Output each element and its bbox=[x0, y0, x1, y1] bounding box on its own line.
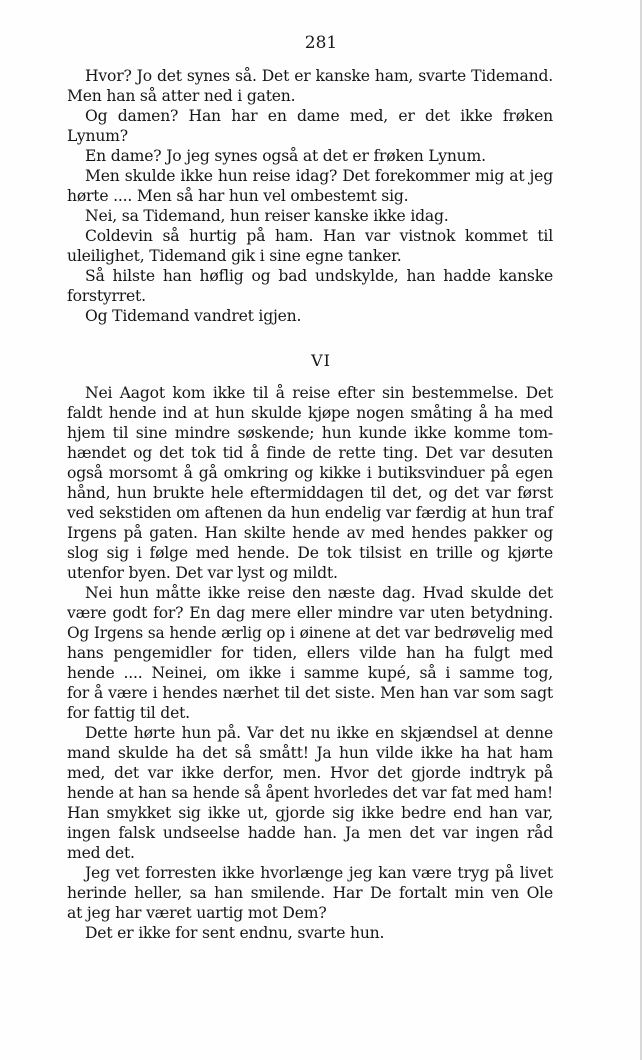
text-line: også morsomt å gå omkring og kikke i butiksvinduer på egen bbox=[67, 464, 553, 482]
text-line: Nei, sa Tidemand, hun reiser kanske ikke idag. bbox=[85, 207, 449, 225]
text-line: Men han så atter ned i gaten. bbox=[67, 87, 296, 105]
text-line: Dette hørte hun på. Var det nu ikke en skjændsel at denne bbox=[85, 724, 553, 742]
text-line: Han smykket sig ikke ut, gjorde sig ikke bedre end han var, bbox=[67, 804, 553, 822]
text-line: En dame? Jo jeg synes også at det er frøken Lynum. bbox=[85, 147, 486, 165]
page-number: 281 bbox=[304, 33, 338, 53]
text-line: Men skulde ikke hun reise idag? Det forekommer mig at jeg bbox=[85, 167, 553, 185]
text-line: ingen falsk undseelse hadde han. Ja men det var ingen råd bbox=[67, 824, 553, 842]
text-line: slog sig i følge med hende. De tok tilsist en trille og kjørte bbox=[67, 544, 553, 562]
text-line: hændet og det tok tid å finde de rette ting. Det var desuten bbox=[67, 444, 553, 462]
text-line: for fattig til det. bbox=[67, 704, 190, 722]
text-line: faldt hende ind at hun skulde kjøpe nogen småting å ha med bbox=[67, 404, 553, 422]
text-line: Lynum? bbox=[67, 127, 128, 145]
text-line: Og Irgens sa hende ærlig op i øinene at det var bedrøvelig med bbox=[67, 624, 553, 642]
text-line: at jeg har været uartig mot Dem? bbox=[67, 904, 327, 922]
text-line: Coldevin så hurtig på ham. Han var vistnok kommet til bbox=[85, 227, 553, 245]
text-line: Nei Aagot kom ikke til å reise efter sin bestemmelse. Det bbox=[85, 384, 553, 402]
text-line: Jeg vet forresten ikke hvorlænge jeg kan være tryg på livet bbox=[85, 864, 553, 882]
text-line: Og damen? Han har en dame med, er det ikke frøken bbox=[85, 107, 553, 125]
text-line: hende at han sa hende så åpent hvorledes det var fat med ham! bbox=[67, 784, 554, 802]
text-line: hende .... Neinei, om ikke i samme kupé, så i samme tog, bbox=[67, 664, 553, 682]
chapter-heading: VI bbox=[311, 351, 331, 370]
text-line: være godt for? En dag mere eller mindre var uten betydning. bbox=[67, 604, 553, 622]
text-line: hørte .... Men så har hun vel ombestemt sig. bbox=[67, 187, 409, 205]
text-line: ved sekstiden om aftenen da hun endelig var færdig at hun traf bbox=[67, 504, 553, 522]
text-line: forstyrret. bbox=[67, 287, 146, 305]
text-line: herinde heller, sa han smilende. Har De fortalt min ven Ole bbox=[67, 884, 553, 902]
text-line: uleilighet, Tidemand gik i sine egne tanker. bbox=[67, 247, 402, 265]
text-line: Hvor? Jo det synes så. Det er kanske ham, svarte Tidemand. bbox=[85, 67, 553, 85]
text-line: Irgens på gaten. Han skilte hende av med hendes pakker og bbox=[67, 524, 553, 542]
text-line: med, det var ikke derfor, men. Hvor det gjorde indtryk på bbox=[67, 764, 553, 782]
text-line: Det er ikke for sent endnu, svarte hun. bbox=[85, 924, 385, 942]
text-line: Og Tidemand vandret igjen. bbox=[85, 307, 302, 325]
text-line: med det. bbox=[67, 844, 135, 862]
text-line: hans pengemidler for tiden, ellers vilde han ha fulgt med bbox=[67, 644, 553, 662]
text-line: mand skulde ha det så smått! Ja hun vilde ikke ha hat ham bbox=[67, 744, 553, 762]
text-line: Så hilste han høflig og bad undskylde, han hadde kanske bbox=[85, 267, 553, 285]
text-line: Nei hun måtte ikke reise den næste dag. Hvad skulde det bbox=[85, 584, 553, 602]
text-line: hjem til sine mindre søskende; hun kunde ikke komme tom- bbox=[67, 424, 553, 442]
text-line: utenfor byen. Det var lyst og mildt. bbox=[67, 564, 338, 582]
text-line: hånd, hun brukte hele eftermiddagen til det, og det var først bbox=[67, 484, 553, 502]
text-line: for å være i hendes nærhet til det siste. Men han var som sagt bbox=[67, 684, 553, 702]
